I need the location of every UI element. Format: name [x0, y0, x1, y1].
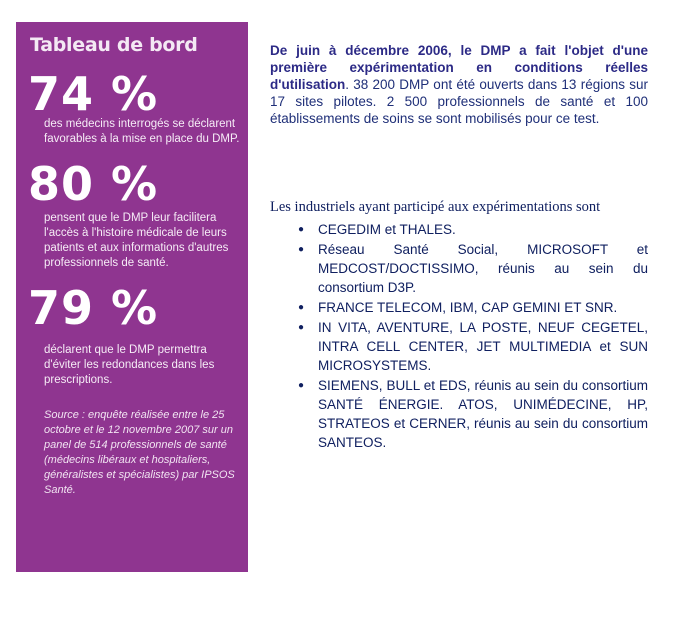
stat-value-3: 79 % [28, 281, 159, 335]
stat-text-3: déclarent que le DMP permettra d'éviter les redondances dans les prescriptions. [44, 344, 215, 386]
stat-text-2: pensent que le DMP leur facilitera l'accès à l'histoire médicale de leurs patients et aux informations d'autres professionnels de santé. [44, 212, 229, 269]
panel-title: Tableau de bord [30, 34, 198, 56]
intro-bold: De juin à décembre 2006, le DMP a fait l'objet d'une première expérimentation en conditions réelles d'utilisation [270, 43, 648, 92]
list-item: ● SIEMENS, BULL et EDS, réunis au sein du consortium SANTÉ ÉNERGIE. ATOS, UNIMÉDECINE, HP, STRATEOS et CERNER, réunis au sein du consortium SANTEOS. [298, 376, 648, 452]
stat-value-2: 80 % [28, 157, 159, 211]
dashboard-panel [16, 22, 248, 572]
stat-text-1: des médecins interrogés se déclarent favorables à la mise en place du DMP. [44, 118, 240, 145]
list-item: ● IN VITA, AVENTURE, LA POSTE, NEUF CEGETEL, INTRA CELL CENTER, JET MULTIMEDIA et SUN MICROSYSTEMS. [298, 318, 648, 375]
stat-value-1: 74 % [28, 67, 159, 121]
list-item: ● Réseau Santé Social, MICROSOFT et MEDCOST/DOCTISSIMO, réunis au sein du consortium D3P. [298, 240, 648, 297]
survey-source: Source : enquête réalisée entre le 25 octobre et le 12 novembre 2007 sur un panel de 514 professionnels de santé (médecins libéraux et hospitaliers, généralistes et spécialistes) par IPSOS Santé. [44, 409, 235, 496]
list-item: ● CEGEDIM et THALES. [298, 220, 648, 239]
intro-paragraph [270, 42, 648, 127]
list-item: ● FRANCE TELECOM, IBM, CAP GEMINI ET SNR. [298, 298, 648, 317]
intro-rest: . 38 200 DMP ont été ouverts dans 13 régions sur 17 sites pilotes. 2 500 professionnels de santé et 100 établissements de soins se sont mobilisés pour ce test. [270, 77, 648, 126]
industry-heading: Les industriels ayant participé aux expérimentations sont [270, 199, 601, 215]
industry-list [298, 220, 648, 453]
